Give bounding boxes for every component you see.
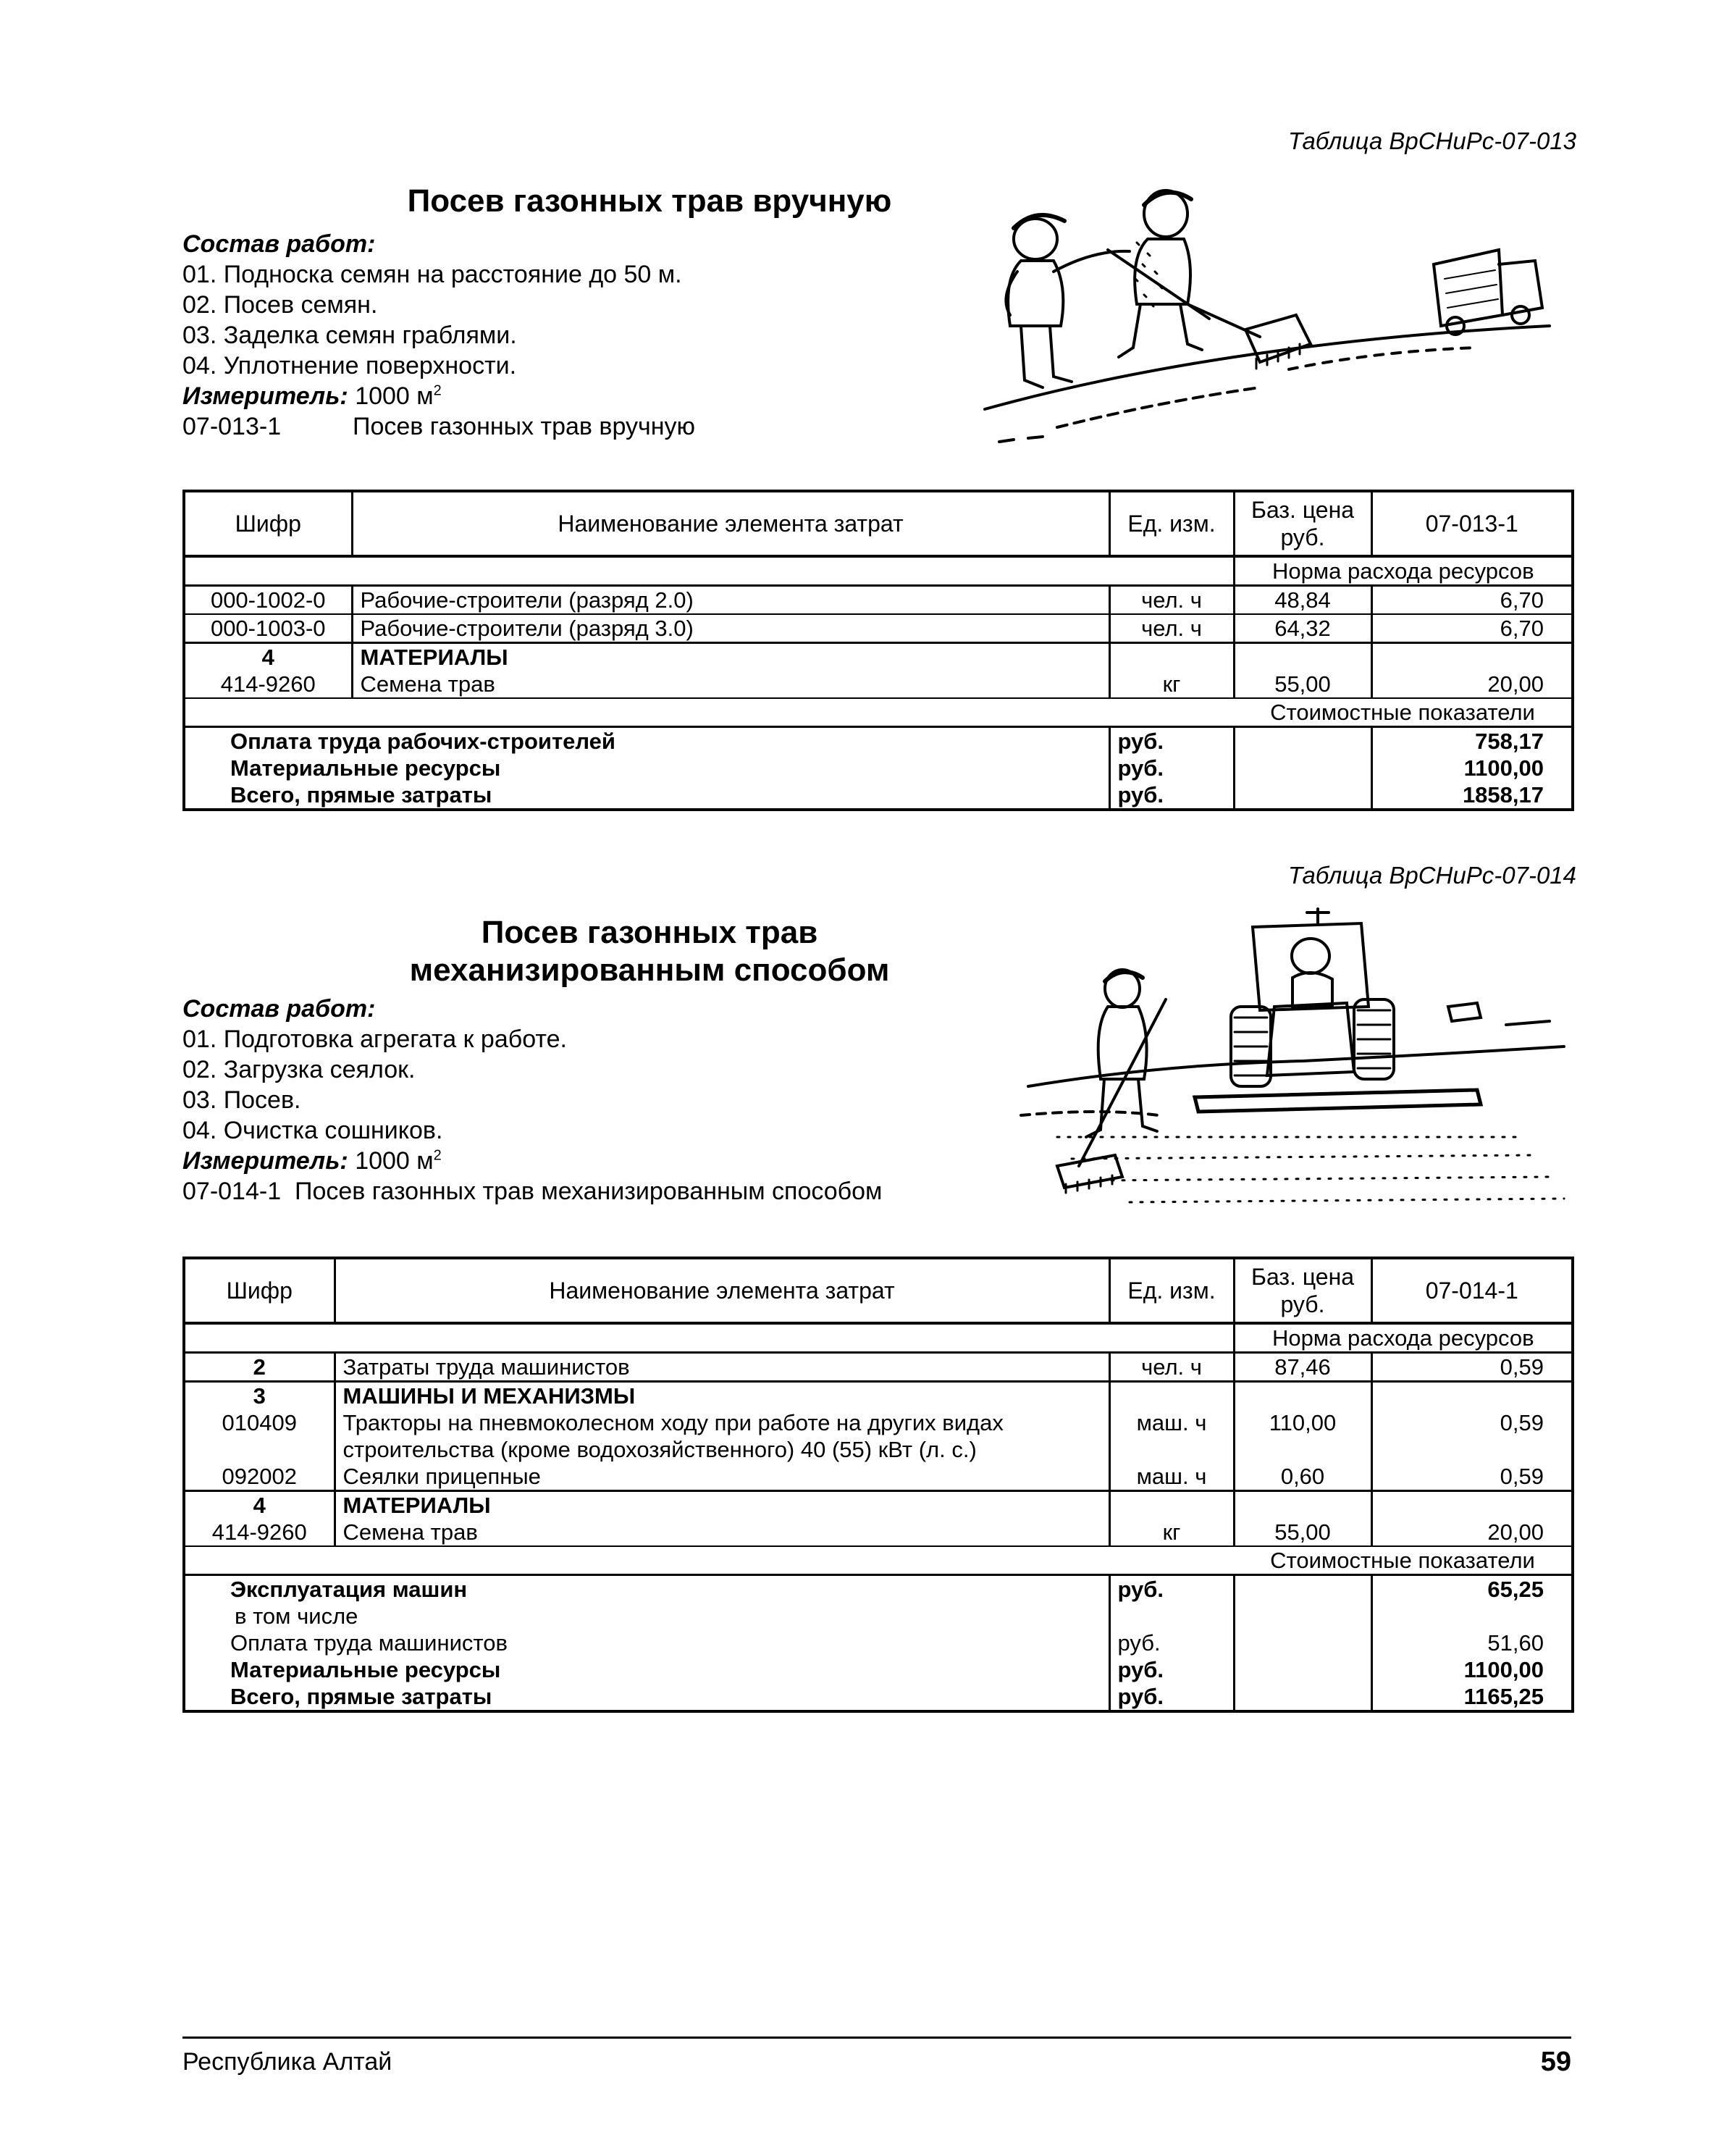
step: 04. Уплотнение поверхности. (182, 352, 517, 379)
summary-row (184, 781, 1573, 810)
row-name: МАШИНЫ И МЕХАНИЗМЫ (335, 1382, 1109, 1410)
summary-name: в том числе (235, 1603, 358, 1629)
row-unit (1109, 1382, 1234, 1410)
row-name: Сеялки прицепные (335, 1463, 1109, 1491)
step: 01. Подготовка агрегата к работе. (182, 1025, 567, 1053)
row-value: 20,00 (1371, 671, 1573, 698)
summary-name: Материальные ресурсы (230, 755, 501, 781)
workers-sowing-illustration (970, 170, 1578, 445)
table-row (184, 586, 1573, 615)
summary-unit: руб. (1109, 1656, 1234, 1683)
table-label-1: Таблица ВрСНиРс-07-013 (1288, 127, 1576, 154)
row-name: Семена трав (352, 671, 1109, 698)
row-unit (1109, 643, 1234, 671)
step: 01. Подноска семян на расстояние до 50 м. (182, 261, 682, 288)
row-unit: кг (1109, 671, 1234, 698)
summary-value: 758,17 (1371, 727, 1573, 755)
row-name: МАТЕРИАЛЫ (352, 643, 1109, 671)
summary-unit (1109, 1603, 1234, 1629)
row-value: 6,70 (1371, 614, 1573, 643)
row-unit: чел. ч (1109, 586, 1234, 615)
table-row (184, 671, 1573, 698)
row-code: 010409 (222, 1410, 297, 1435)
summary-value: 1100,00 (1371, 755, 1573, 781)
table-row (184, 1463, 1573, 1491)
row-price: 55,00 (1234, 671, 1371, 698)
summary-value: 1165,25 (1371, 1683, 1573, 1711)
resource-table-1 (182, 490, 1574, 811)
tractor-sowing-illustration (1014, 898, 1578, 1217)
summary-value: 1858,17 (1371, 781, 1573, 810)
step: 02. Посев семян. (182, 291, 378, 319)
work-description-2 (182, 994, 882, 1207)
row-unit: маш. ч (1109, 1409, 1234, 1463)
summary-name: Всего, прямые затраты (230, 782, 492, 808)
row-price: 0,60 (1234, 1463, 1371, 1491)
table-row (184, 1491, 1573, 1519)
header-price (1234, 491, 1371, 556)
measure-label: Измеритель: (182, 382, 348, 410)
resource-table-2 (182, 1257, 1574, 1713)
summary-row (184, 755, 1573, 781)
row-code: 414-9260 (184, 671, 352, 698)
row-value (1371, 1491, 1573, 1519)
row-unit: кг (1109, 1519, 1234, 1546)
row-value (1371, 1382, 1573, 1410)
header-price-line2: руб. (1280, 1291, 1325, 1317)
summary-row (184, 1656, 1573, 1683)
summary-unit: руб. (1109, 727, 1234, 755)
summary-row (184, 1629, 1573, 1656)
row-price (1234, 1491, 1371, 1519)
step: 04. Очистка сошников. (182, 1117, 443, 1144)
item-name: Посев газонных трав механизированным способом (295, 1178, 883, 1205)
table-row (184, 643, 1573, 671)
header-code: Шифр (184, 491, 352, 556)
section-title-2 (182, 914, 1117, 989)
summary-unit: руб. (1109, 1629, 1234, 1656)
measure-sup: 2 (433, 1147, 442, 1164)
table-row (184, 1519, 1573, 1546)
row-name: Затраты труда машинистов (335, 1353, 1109, 1382)
header-unit: Ед. изм. (1109, 491, 1234, 556)
header-name: Наименование элемента затрат (335, 1258, 1109, 1323)
page-number: 59 (1540, 2047, 1571, 2077)
row-code: 000-1002-0 (184, 586, 352, 615)
summary-value: 51,60 (1371, 1629, 1573, 1656)
header-price-line2: руб. (1280, 524, 1325, 550)
header-unit: Ед. изм. (1109, 1258, 1234, 1323)
summary-name: Оплата труда рабочих-строителей (230, 729, 615, 754)
row-name: Семена трав (335, 1519, 1109, 1546)
item-code: 07-014-1 (182, 1178, 282, 1205)
measure-value: 1000 м (355, 382, 434, 410)
measure-sup: 2 (433, 382, 442, 399)
composition-label: Состав работ: (182, 995, 376, 1023)
section-title-2-line2: механизированным способом (409, 952, 890, 988)
summary-unit: руб. (1109, 1683, 1234, 1711)
summary-unit: руб. (1109, 1575, 1234, 1603)
measure-label: Измеритель: (182, 1147, 348, 1175)
row-code: 3 (253, 1383, 266, 1409)
row-unit: чел. ч (1109, 614, 1234, 643)
row-code: 414-9260 (184, 1519, 335, 1546)
table-row (184, 1353, 1573, 1382)
summary-row (184, 1603, 1573, 1629)
table-row (184, 1382, 1573, 1410)
step: 03. Посев. (182, 1086, 301, 1114)
summary-value: 65,25 (1371, 1575, 1573, 1603)
row-value: 0,59 (1371, 1409, 1573, 1463)
composition-label: Состав работ: (182, 230, 376, 258)
row-price (1234, 1382, 1371, 1410)
summary-name: Материальные ресурсы (230, 1657, 501, 1682)
header-item: 07-013-1 (1371, 491, 1573, 556)
item-code: 07-013-1 (182, 413, 282, 440)
summary-value (1371, 1603, 1573, 1629)
norm-label: Норма расхода ресурсов (1234, 556, 1573, 586)
header-item: 07-014-1 (1371, 1258, 1573, 1323)
cost-label: Стоимостные показатели (1234, 1546, 1573, 1575)
row-price: 48,84 (1234, 586, 1371, 615)
summary-name: Оплата труда машинистов (230, 1630, 508, 1656)
row-price: 55,00 (1234, 1519, 1371, 1546)
summary-row (184, 1683, 1573, 1711)
row-price: 87,46 (1234, 1353, 1371, 1382)
section-title-2-line1: Посев газонных трав (481, 915, 818, 950)
row-code: 092002 (184, 1463, 335, 1491)
row-value: 0,59 (1371, 1353, 1573, 1382)
summary-unit: руб. (1109, 781, 1234, 810)
row-price: 64,32 (1234, 614, 1371, 643)
row-value (1371, 643, 1573, 671)
header-name: Наименование элемента затрат (352, 491, 1109, 556)
row-code: 000-1003-0 (184, 614, 352, 643)
row-name-line2: строительства (кроме водохозяйственного) 40 (55) кВт (л. с.) (342, 1437, 977, 1462)
row-unit (1109, 1491, 1234, 1519)
table-label-2: Таблица ВрСНиРс-07-014 (1288, 862, 1576, 889)
norm-label: Норма расхода ресурсов (1234, 1323, 1573, 1353)
row-value: 0,59 (1371, 1463, 1573, 1491)
row-name: МАТЕРИАЛЫ (335, 1491, 1109, 1519)
summary-name: Эксплуатация машин (230, 1577, 468, 1602)
header-price-line1: Баз. цена (1250, 497, 1355, 523)
item-name: Посев газонных трав вручную (353, 413, 695, 440)
header-price (1234, 1258, 1371, 1323)
work-description-1 (182, 229, 695, 442)
row-code: 4 (253, 1493, 266, 1518)
summary-row (184, 1575, 1573, 1603)
measure-value: 1000 м (355, 1147, 434, 1175)
row-name (335, 1409, 1109, 1463)
section-title-1: Посев газонных трав вручную (407, 183, 892, 219)
header-code: Шифр (184, 1258, 335, 1323)
table-row (184, 614, 1573, 643)
row-name: Рабочие-строители (разряд 2.0) (352, 586, 1109, 615)
summary-value: 1100,00 (1371, 1656, 1573, 1683)
summary-row (184, 727, 1573, 755)
row-name: Рабочие-строители (разряд 3.0) (352, 614, 1109, 643)
row-unit: чел. ч (1109, 1353, 1234, 1382)
row-name-line1: Тракторы на пневмоколесном ходу при работе на других видах (342, 1410, 1004, 1435)
row-value: 20,00 (1371, 1519, 1573, 1546)
row-price: 110,00 (1234, 1409, 1371, 1463)
row-price (1234, 643, 1371, 671)
cost-label: Стоимостные показатели (1234, 698, 1573, 727)
step: 02. Загрузка сеялок. (182, 1056, 416, 1083)
row-code: 4 (261, 645, 274, 670)
row-code: 2 (184, 1353, 335, 1382)
header-price-line1: Баз. цена (1250, 1264, 1355, 1290)
summary-unit: руб. (1109, 755, 1234, 781)
summary-name: Всего, прямые затраты (230, 1684, 492, 1709)
footer-region: Республика Алтай (182, 2048, 392, 2076)
footer-rule (182, 2037, 1571, 2039)
table-row (184, 1409, 1573, 1463)
row-value: 6,70 (1371, 586, 1573, 615)
step: 03. Заделка семян граблями. (182, 322, 517, 349)
row-unit: маш. ч (1109, 1463, 1234, 1491)
